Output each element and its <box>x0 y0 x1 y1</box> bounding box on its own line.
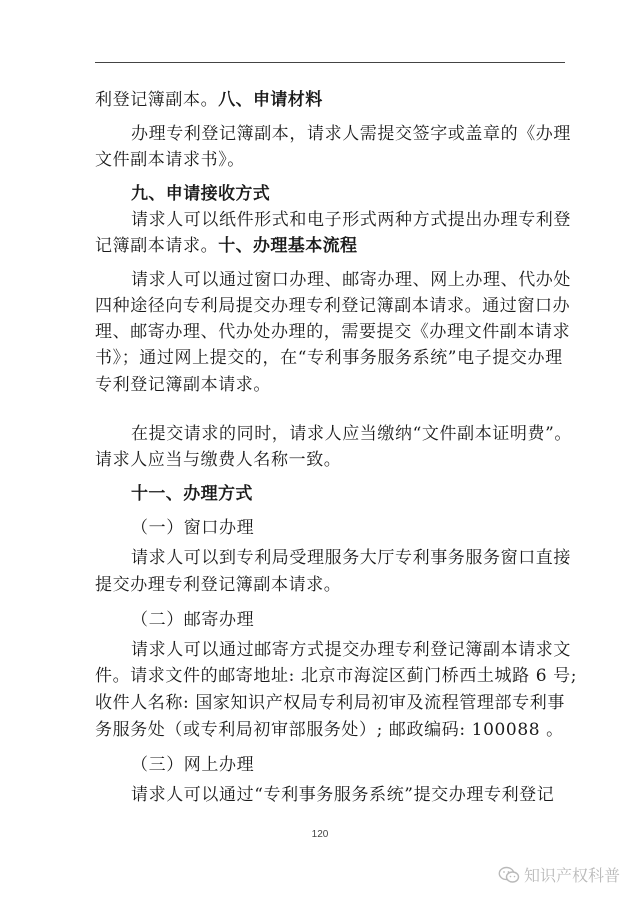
body-text: 请求人可以通过邮寄方式提交办理专利登记簿副本请求文 <box>131 640 571 660</box>
body-text: 文件副本请求书》。 <box>95 150 245 170</box>
text-line <box>131 518 254 538</box>
text-line <box>95 236 357 256</box>
text-line <box>95 296 570 316</box>
text-line <box>95 90 323 110</box>
text-line <box>131 640 571 660</box>
body-text: 在提交请求的同时，请求人应当缴纳“文件副本证明费”。 <box>131 424 572 444</box>
text-line <box>131 124 571 144</box>
text-line <box>95 575 341 595</box>
text-line <box>95 450 341 470</box>
body-text: 专利登记簿副本请求。 <box>95 375 271 395</box>
text-line <box>95 666 577 686</box>
page-number: 120 <box>311 829 329 840</box>
wechat-icon <box>498 866 520 884</box>
body-text: 收件人名称: 国家知识产权局专利局初审及流程管理部专利事 <box>95 693 565 713</box>
body-text: 件。请求文件的邮寄地址: 北京市海淀区蓟门桥西土城路 6 号; <box>95 666 578 686</box>
body-text: 提交办理专利登记簿副本请求。 <box>95 575 342 595</box>
text-line <box>131 270 571 290</box>
body-text: 请求人可以通过“专利事务服务系统”提交办理专利登记 <box>131 785 555 805</box>
body-text: 记簿副本请求。 <box>95 236 219 256</box>
body-text: （三）网上办理 <box>131 755 255 775</box>
text-line <box>95 375 271 395</box>
text-line <box>131 785 554 805</box>
text-line <box>95 150 245 170</box>
body-text: 务服务处（或专利局初审部服务处）; 邮政编码: 100088 。 <box>95 720 564 740</box>
text-line <box>131 424 572 444</box>
body-text: （二）邮寄办理 <box>131 610 255 630</box>
section-heading: 九、申请接收方式 <box>131 184 271 204</box>
watermark-text: 知识产权科普 <box>524 866 621 885</box>
text-line <box>95 720 564 740</box>
section-heading: 八、申请材料 <box>218 90 323 110</box>
section-heading: 十一、办理方式 <box>131 484 253 504</box>
body-text: 书》；通过网上提交的，在“专利事务服务系统”电子提交办理 <box>95 348 563 368</box>
text-line <box>131 210 571 230</box>
header-rule <box>95 62 565 63</box>
section-heading: 十、办理基本流程 <box>218 236 358 256</box>
text-line <box>131 484 253 504</box>
watermark <box>498 863 620 886</box>
text-line <box>95 693 565 713</box>
body-text: 请求人应当与缴费人名称一致。 <box>95 450 342 470</box>
text-line <box>131 184 270 204</box>
body-text: 理、邮寄办理、代办处办理的，需要提交《办理文件副本请求 <box>95 322 571 342</box>
body-text: 四种途径向专利局提交办理专利登记簿副本请求。通过窗口办 <box>95 296 571 316</box>
body-text: 请求人可以到专利局受理服务大厅专利事务服务窗口直接 <box>131 548 571 568</box>
body-text: 办理专利登记簿副本，请求人需提交签字或盖章的《办理 <box>131 124 571 144</box>
text-line <box>131 755 254 775</box>
text-line <box>95 348 563 368</box>
text-line <box>131 548 571 568</box>
text-line <box>131 610 254 630</box>
body-text: 请求人可以通过窗口办理、邮寄办理、网上办理、代办处 <box>131 270 571 290</box>
body-text: 请求人可以纸件形式和电子形式两种方式提出办理专利登 <box>131 210 571 230</box>
body-text: （一）窗口办理 <box>131 518 255 538</box>
text-line <box>95 322 570 342</box>
body-text: 利登记簿副本。 <box>95 90 219 110</box>
